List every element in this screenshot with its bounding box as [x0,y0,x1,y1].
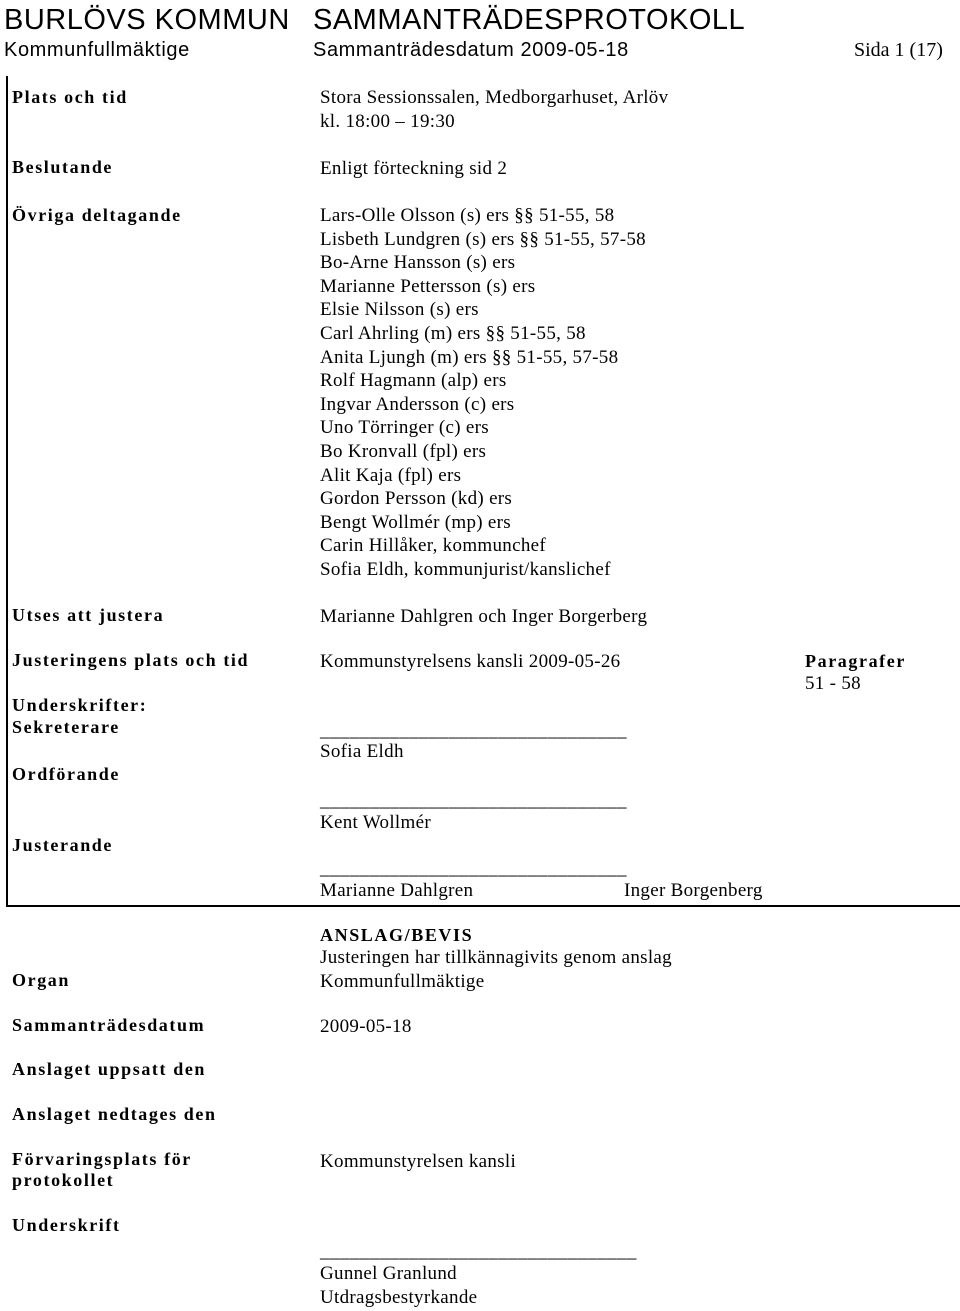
forvaring-value: Kommunstyrelsen kansli [320,1151,517,1172]
beslutande-label: Beslutande [12,157,114,177]
org-name: BURLÖVS KOMMUN [4,4,290,36]
meeting-date: Sammanträdesdatum 2009-05-18 [313,39,629,61]
justerande-name-1: Marianne Dahlgren [320,880,474,901]
participant: Uno Törringer (c) ers [320,417,489,439]
participant: Alit Kaja (fpl) ers [320,464,462,486]
signature-line-justerande: _______________________________ [320,858,627,879]
place-time-label: Plats och tid [12,87,128,107]
place-value: Stora Sessionssalen, Medborgarhuset, Arlöv [320,87,669,108]
participant: Bo Kronvall (fpl) ers [320,440,487,462]
justerande-label: Justerande [12,835,113,855]
participant: Lisbeth Lundgren (s) ers §§ 51-55, 57-58 [320,228,646,250]
signature-line-sekreterare: _______________________________ [320,720,627,741]
participant-list [320,204,646,582]
participant: Sofia Eldh, kommunjurist/kanslichef [320,558,611,580]
participant: Bengt Wollmér (mp) ers [320,511,511,533]
participant: Carl Ahrling (m) ers §§ 51-55, 58 [320,322,586,344]
section-divider [6,905,960,907]
participant: Gordon Persson (kd) ers [320,488,513,510]
forvaring-label-line1: Förvaringsplats för [12,1149,192,1169]
sekreterare-name: Sofia Eldh [320,741,404,762]
paragrafer-value: 51 - 58 [805,673,861,694]
participant: Bo-Arne Hansson (s) ers [320,252,516,274]
sekreterare-label: Sekreterare [12,717,120,737]
organ-value: Kommunfullmäktige [320,971,485,992]
utses-label: Utses att justera [12,605,165,625]
justering-label: Justeringens plats och tid [12,650,250,670]
underskrift-label: Underskrift [12,1215,121,1235]
underskrifter-label: Underskrifter: [12,695,148,715]
left-rule-top [6,76,8,640]
participant: Marianne Pettersson (s) ers [320,275,536,297]
nedtages-label: Anslaget nedtages den [12,1104,217,1124]
forvaring-label-line2: protokollet [12,1170,115,1190]
ovriga-label: Övriga deltagande [12,205,182,225]
body-name: Kommunfullmäktige [4,39,190,61]
paragrafer-label: Paragrafer [805,651,906,671]
participant: Elsie Nilsson (s) ers [320,299,479,321]
ordforande-label: Ordförande [12,764,120,784]
underskrift-role: Utdragsbestyrkande [320,1287,478,1308]
signature-line-ordforande: _______________________________ [320,790,627,811]
ordforande-name: Kent Wollmér [320,812,431,833]
participant: Anita Ljungh (m) ers §§ 51-55, 57-58 [320,346,619,368]
datum-label: Sammanträdesdatum [12,1015,206,1035]
utses-value: Marianne Dahlgren och Inger Borgerberg [320,606,648,627]
anslag-title: ANSLAG/BEVIS [320,925,474,945]
anslag-text: Justeringen har tillkännagivits genom anslag [320,947,672,968]
justerande-name-2: Inger Borgenberg [624,880,763,901]
left-rule-middle [6,640,8,907]
justering-value: Kommunstyrelsens kansli 2009-05-26 [320,651,621,672]
participant: Lars-Olle Olsson (s) ers §§ 51-55, 58 [320,205,615,226]
uppsatt-label: Anslaget uppsatt den [12,1059,207,1079]
participant: Rolf Hagmann (alp) ers [320,370,507,392]
time-value: kl. 18:00 – 19:30 [320,111,455,132]
signature-line-underskrift: ________________________________ [320,1241,637,1262]
underskrift-name: Gunnel Granlund [320,1263,457,1284]
page-number: Sida 1 (17) [854,39,943,61]
organ-label: Organ [12,970,71,990]
document-type: SAMMANTRÄDESPROTOKOLL [313,4,746,36]
participant: Ingvar Andersson (c) ers [320,393,515,415]
participant: Carin Hillåker, kommunchef [320,535,547,557]
datum-value: 2009-05-18 [320,1016,412,1037]
beslutande-value: Enligt förteckning sid 2 [320,158,508,179]
